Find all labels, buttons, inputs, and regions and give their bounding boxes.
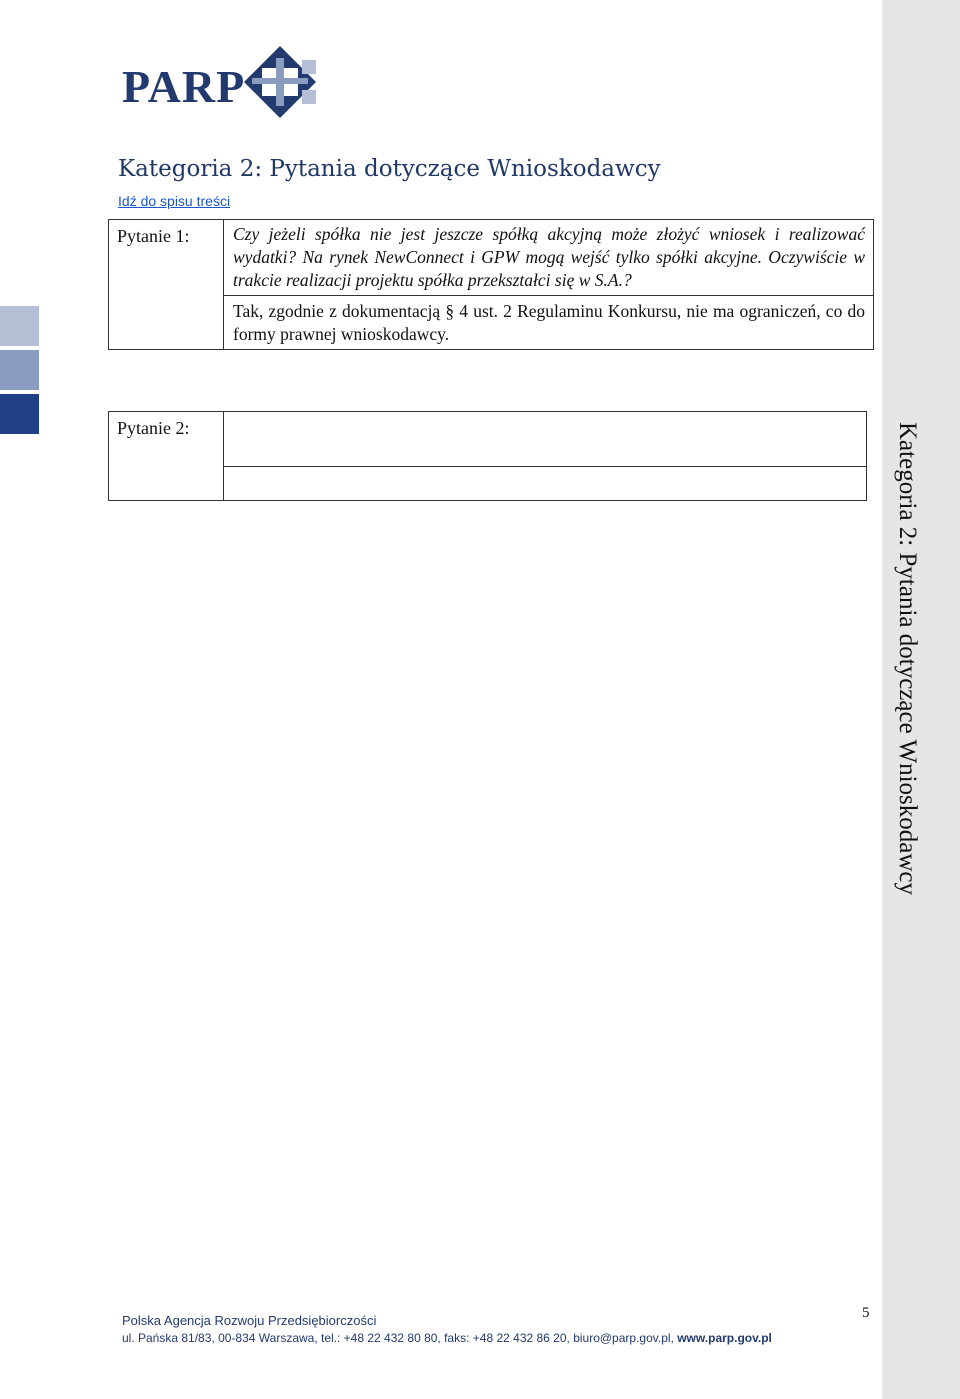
question-text: Czy jeżeli spółka nie jest jeszcze spółką akcyjną może złożyć wniosek i realizować wydatki? Na rynek NewConnect i GPW mogą wejść tylko spółki akcyjne. Oczywiście w trakcie realizacji projektu spółka przekształci się w S.A.? bbox=[224, 220, 874, 296]
logo-text: PARP bbox=[122, 61, 246, 112]
question-row bbox=[109, 412, 867, 467]
side-category-title: Kategoria 2: Pytania dotyczące Wnioskodawcy bbox=[894, 422, 921, 895]
answer-text bbox=[224, 467, 867, 501]
page-number: 5 bbox=[862, 1305, 870, 1321]
deco-square-dark bbox=[0, 394, 39, 434]
footer-organization: Polska Agencja Rozwoju Przedsiębiorczości bbox=[122, 1313, 377, 1328]
footer-address: ul. Pańska 81/83, 00-834 Warszawa, tel.: +48 22 432 80 80, faks: +48 22 432 86 20, biuro@parp.gov.pl, bbox=[122, 1331, 678, 1345]
question-text bbox=[224, 412, 867, 467]
question-label: Pytanie 1: bbox=[109, 220, 224, 350]
footer-address-line bbox=[122, 1331, 772, 1345]
toc-link[interactable]: Idź do spisu treści bbox=[118, 193, 231, 209]
answer-text: Tak, zgodnie z dokumentacją § 4 ust. 2 Regulaminu Konkursu, nie ma ograniczeń, co do formy prawnej wnioskodawcy. bbox=[224, 296, 874, 350]
page-heading: Kategoria 2: Pytania dotyczące Wnioskodawcy bbox=[118, 156, 661, 182]
footer-website-link[interactable]: www.parp.gov.pl bbox=[677, 1331, 772, 1345]
deco-square-mid bbox=[0, 350, 39, 390]
answer-row bbox=[109, 296, 874, 350]
logo-mark-icon bbox=[240, 46, 320, 118]
deco-square-light bbox=[0, 306, 39, 346]
parp-logo bbox=[122, 46, 322, 118]
left-decoration bbox=[0, 306, 40, 438]
question-row bbox=[109, 220, 874, 296]
question-table-2 bbox=[108, 411, 867, 501]
question-table-1 bbox=[108, 219, 874, 350]
question-label: Pytanie 2: bbox=[109, 412, 224, 501]
